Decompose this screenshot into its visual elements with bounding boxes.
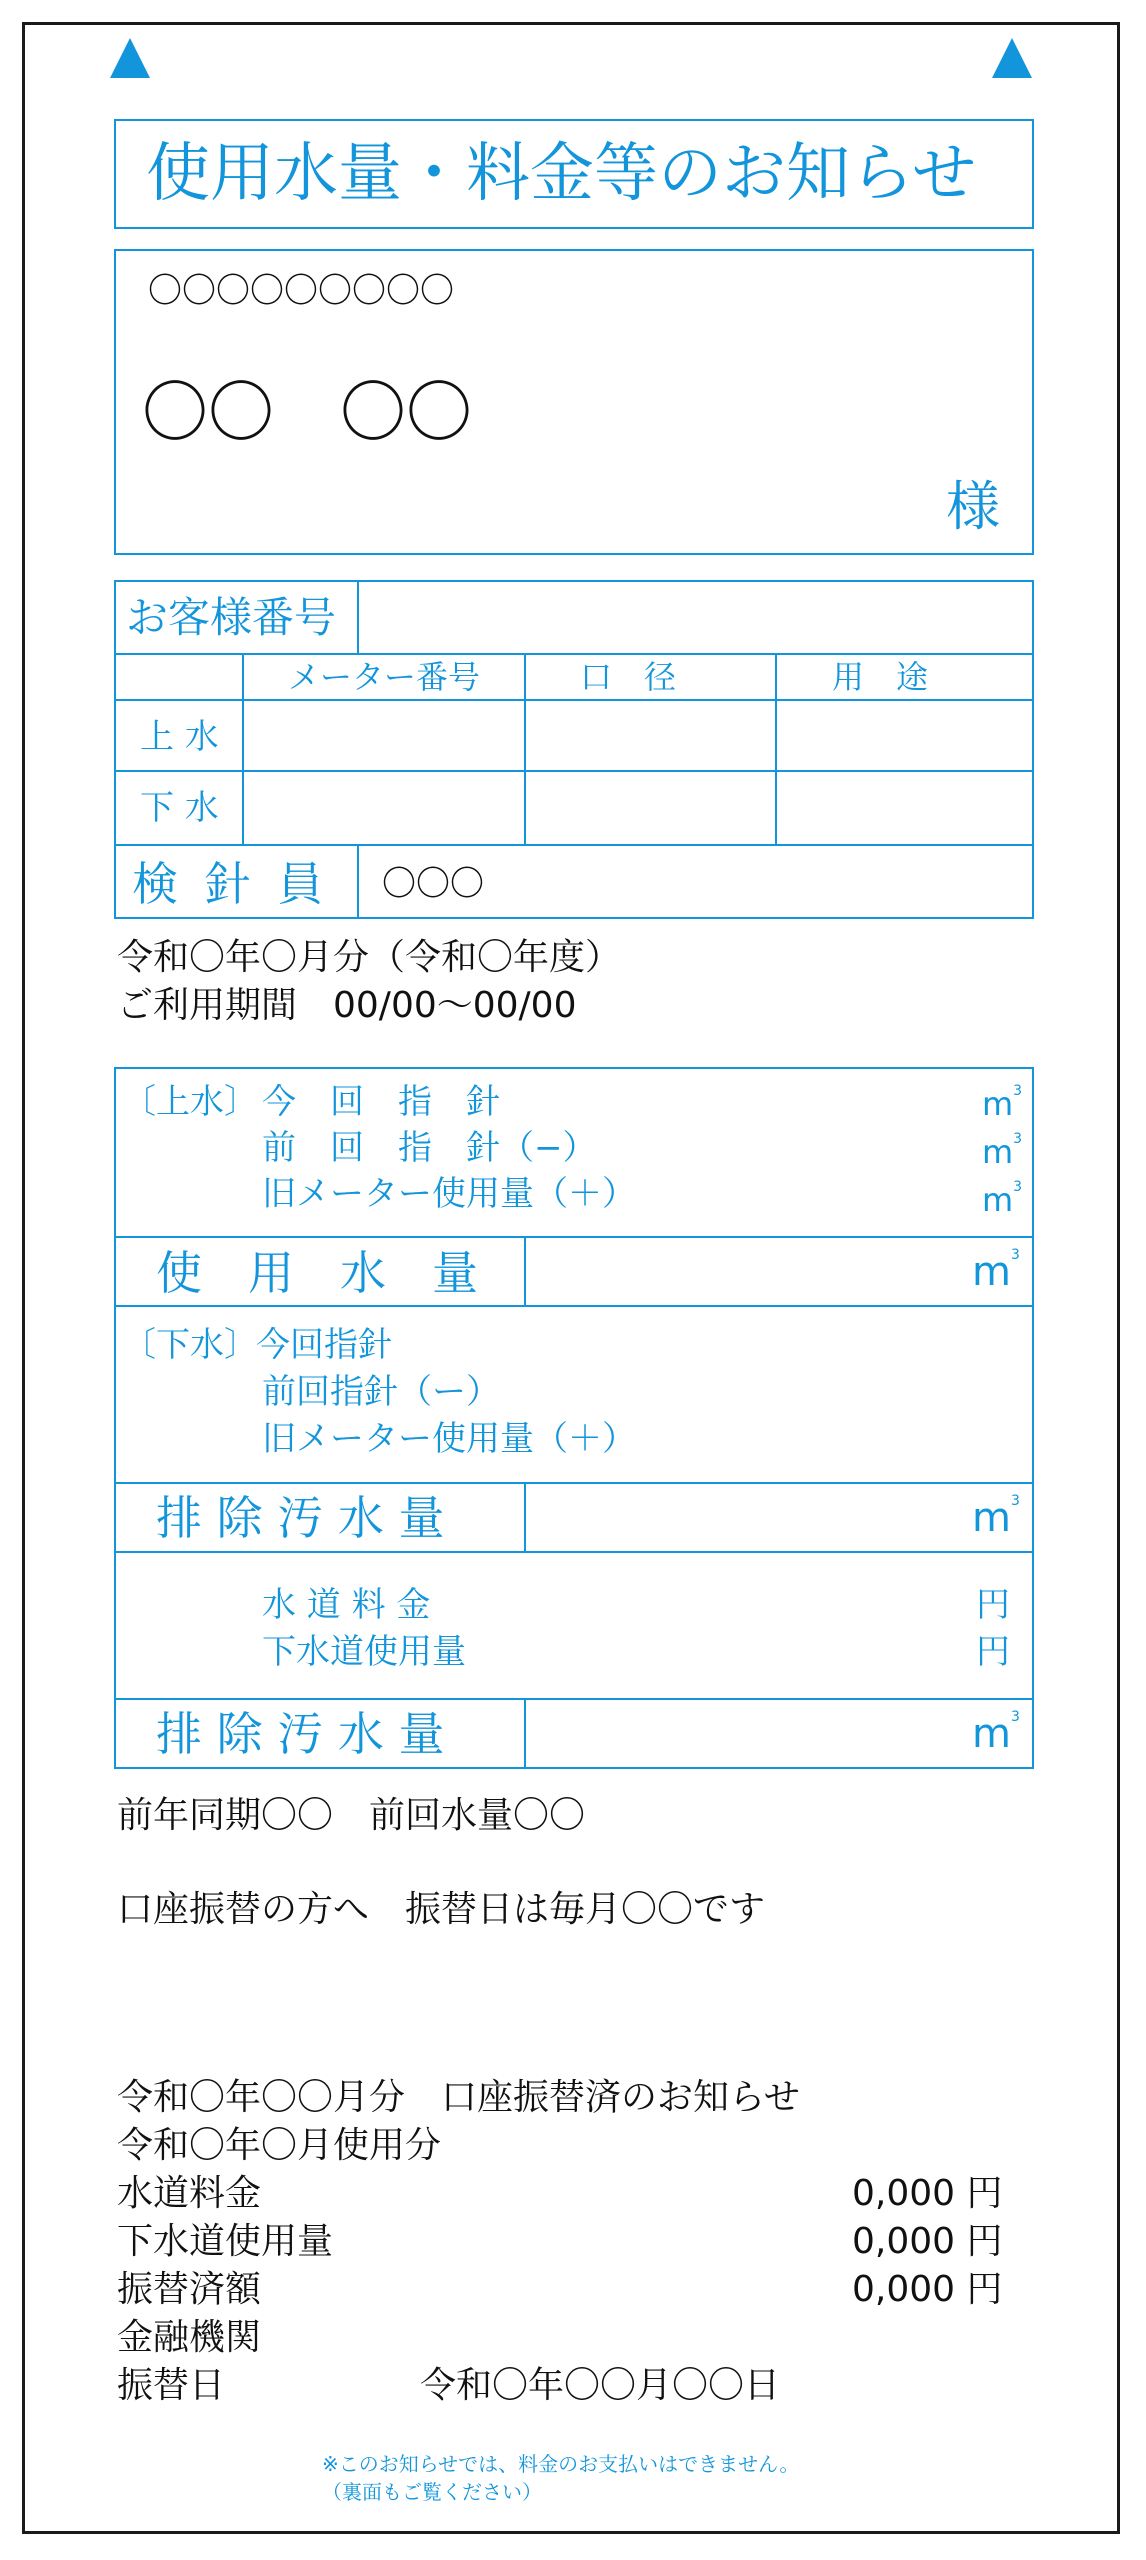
table-divider [114, 653, 1034, 655]
table-divider [524, 1236, 526, 1305]
unit-m3: $m^3$ [982, 1131, 1023, 1171]
footer-disclaimer: ※このお知らせでは、料金のお支払いはできません。 [322, 2452, 800, 2476]
page-title: 使用水量・料金等のお知らせ [146, 137, 977, 211]
receipt-transferred-value: 0,000 円 [852, 2269, 1003, 2310]
footer-see-back: （裏面もご覧ください） [322, 2480, 542, 2504]
table-divider [357, 844, 359, 919]
meter-reader-value: 〇〇〇 [382, 864, 484, 904]
customer-number-label: お客様番号 [126, 593, 337, 642]
row-water-label: 上 水 [140, 717, 219, 757]
sewer-old-meter-label: 旧メーター使用量（＋） [262, 1419, 636, 1459]
receipt-transferred-label: 振替済額 [117, 2269, 262, 2310]
water-fee-label: 水 道 料 金 [262, 1585, 431, 1625]
discharge-volume-label-2: 排 除 汚 水 量 [156, 1707, 445, 1761]
table-divider [524, 1482, 526, 1551]
unit-yen: 円 [976, 1632, 1010, 1672]
table-divider [114, 1551, 1034, 1553]
table-divider [242, 653, 244, 844]
current-reading-label: 今 回 指 針 [262, 1082, 500, 1122]
meter-reader-label: 検 針 員 [132, 857, 330, 911]
table-divider [114, 1236, 1034, 1238]
table-divider [114, 1305, 1034, 1307]
transfer-notice: 口座振替の方へ 振替日は毎月〇〇です [117, 1889, 766, 1930]
sewer-tag: 〔下水〕 [122, 1325, 258, 1365]
table-divider [114, 844, 1034, 846]
old-meter-label: 旧メーター使用量（＋） [262, 1174, 636, 1214]
table-divider [114, 699, 1034, 701]
billing-month: 令和〇年〇月分（令和〇年度） [117, 937, 622, 978]
table-divider [114, 770, 1034, 772]
unit-m3: $m^3$ [982, 1083, 1023, 1123]
unit-m3: $m^3$ [972, 1493, 1020, 1541]
sewer-current-label: 今回指針 [256, 1325, 392, 1365]
receipt-bank-label: 金融機関 [117, 2317, 262, 2358]
unit-m3: $m^3$ [982, 1179, 1023, 1219]
receipt-usage-month: 令和〇年〇月使用分 [117, 2125, 442, 2166]
table-divider [524, 653, 526, 844]
diameter-header: 口 径 [580, 658, 677, 696]
unit-m3: $m^3$ [972, 1247, 1020, 1295]
receipt-date-label: 振替日 [117, 2365, 226, 2406]
table-divider [524, 1698, 526, 1769]
unit-yen: 円 [976, 1585, 1010, 1625]
table-divider [114, 1482, 1034, 1484]
receipt-sewer-fee-value: 0,000 円 [852, 2221, 1003, 2262]
water-volume-label: 使 用 水 量 [156, 1246, 478, 1300]
table-divider [114, 1698, 1034, 1700]
receipt-water-fee-value: 0,000 円 [852, 2173, 1003, 2214]
meter-number-header: メーター番号 [288, 658, 481, 696]
table-divider [775, 653, 777, 844]
corner-triangle-right-icon [992, 38, 1032, 78]
receipt-sewer-fee-label: 下水道使用量 [117, 2221, 334, 2262]
water-tag: 〔上水〕 [122, 1082, 258, 1122]
receipt-heading: 令和〇年〇〇月分 口座振替済のお知らせ [117, 2077, 800, 2118]
sewer-previous-label: 前回指針（ー） [262, 1372, 500, 1412]
address-line: 〇〇〇〇〇〇〇〇〇 [148, 271, 454, 311]
usage-table [114, 1067, 1034, 1769]
receipt-water-fee-label: 水道料金 [117, 2173, 262, 2214]
honorific: 様 [946, 475, 1000, 538]
comparison-note: 前年同期〇〇 前回水量〇〇 [117, 1795, 586, 1836]
sewer-fee-label: 下水道使用量 [262, 1632, 466, 1672]
purpose-header: 用 途 [832, 658, 929, 696]
table-divider [357, 580, 359, 653]
usage-period: ご利用期間 00/00〜00/00 [117, 985, 577, 1026]
row-sewer-label: 下 水 [140, 788, 219, 828]
corner-triangle-left-icon [110, 38, 150, 78]
unit-m3: $m^3$ [972, 1709, 1020, 1757]
previous-reading-label: 前 回 指 針（−） [262, 1128, 597, 1168]
discharge-volume-label: 排 除 汚 水 量 [156, 1491, 445, 1545]
recipient-name: 〇〇 〇〇 [142, 374, 472, 451]
receipt-date-value: 令和〇年〇〇月〇〇日 [420, 2365, 781, 2406]
